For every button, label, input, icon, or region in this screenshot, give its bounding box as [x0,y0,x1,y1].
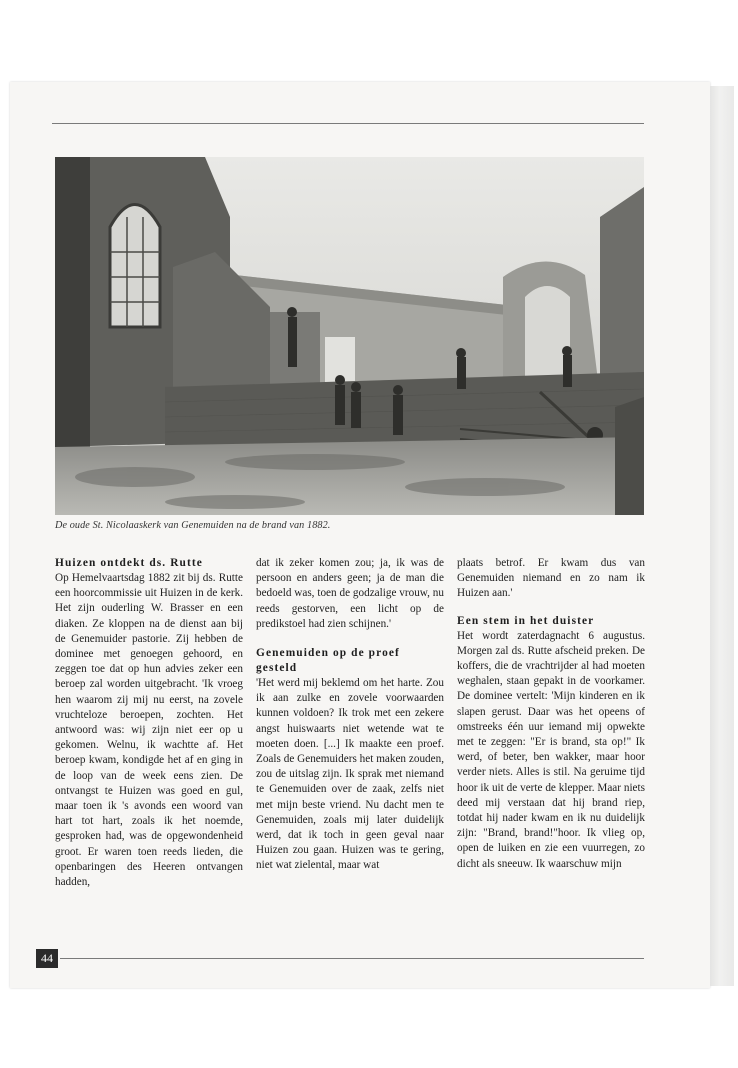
photo-caption: De oude St. Nicolaaskerk van Genemuiden na de brand van 1882. [55,520,331,531]
article-column-2 [256,556,444,874]
section-heading: Genemuiden op de proef gesteld [256,647,400,675]
paragraph: dat ik zeker komen zou; ja, ik was de persoon en anders geen; ja de man die bedoeld was, toen de godzalige vrouw, nu reeds gestorven, een licht op de predikstoel had zien schijnen.' [256,557,444,630]
section-heading: Huizen ontdekt ds. Rutte [55,557,203,569]
header-rule [52,123,644,124]
church-ruin-photo [55,157,644,515]
article-column-3 [457,556,645,872]
paragraph: plaats betrof. Er kwam dus van Genemuiden niemand en zo nam ik Huizen aan.' [457,557,645,600]
church-ruin-photo-icon [55,157,644,515]
paragraph: Op Hemelvaartsdag 1882 zit bij ds. Rutte een hoorcommissie uit Huizen in de kerk. Het zijn ouderling W. Brasser en een diaken. Ze kloppen na de dienst aan bij de Genemuider pastorie. Zij hebben de dominee met genoegen gehoord, en zeggen toe dat op hun advies zeker een beroep zal worden uitgebracht. 'Ik vroeg hen waarom zij mij nu eerst, na zovele vruchteloze beroepen, zochten. Het antwoord was: wij zijn niet eer op u gekomen. Welnu, ik wachtte af. Het beroep kwam, kondigde het af en ging in de loop van de week eens zien. De ontvangst te Huizen was goed en gul, maar toen ik 's avonds een woord van hart tot hart, zoals ik het noemde, gesproken had, was de opgewondenheid groot. Er waren toen reeds lieden, die openbaringen des Heeren ontvangen hadden, [55,572,243,889]
paragraph: 'Het werd mij beklemd om het harte. Zou ik aan zulke en zovele voorwaarden kunnen voldoen? Ik trok met een zekere angst huiswaarts niet wetende wat te moeten doen. [...] Ik maakte een proef. Zoals de Genemuiders het maken zouden, zou de uitslag zijn. Ik sprak met niemand te Genemuiden over de zaak, zelfs niet met mijn beste vriend. Nu dacht men te Genemuiden, zoals mij later duidelijk werd, dat ik toch in geen geval naar Huizen zou gaan. Huizen was te gering, niet wat zielental, maar wat [256,677,444,872]
section-heading: Een stem in het duister [457,614,595,627]
page-number: 44 [36,949,58,968]
article-column-1 [55,556,243,890]
page-edge [710,86,734,986]
paragraph: Het wordt zaterdagnacht 6 augustus. Morgen zal ds. Rutte afscheid preken. De koffers, die de vrachtrijder al had moeten weghalen, staan gepakt in de voorkamer. De dominee vertelt: 'Mijn kinderen en ik slapen gerust. Daar was het opeens of omstreeks één uur iemand mij opwekte met te zeggen: "Er is brand, sta op!" Ik werd, of beter, ben wakker, maar hoor verder niets. Alles is stil. Na geruime tijd hoor ik uit de verte de klepper. Maar niets deed mij verstaan dat hij brand riep, totdat hij nader kwam en ik nu duidelijk zijn: "Brand, brand!"hoor. Ik vlieg op, open de luiken en zie een vuurregen, zo dicht als sneeuw. Ik waarschuw mijn [457,629,645,870]
footer-rule [60,958,644,959]
